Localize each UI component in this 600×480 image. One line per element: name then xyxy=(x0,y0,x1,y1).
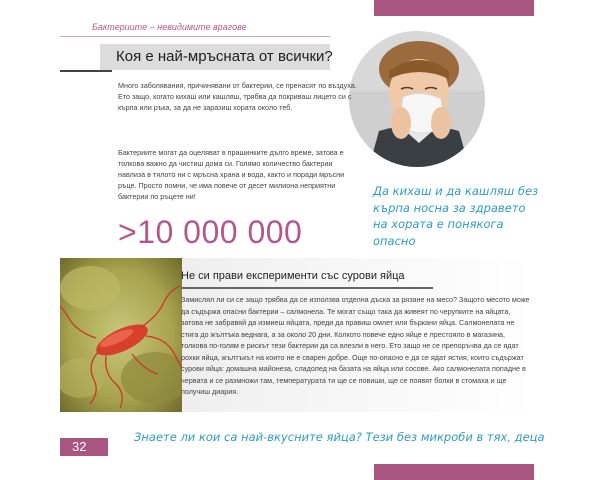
title-accent-line xyxy=(60,70,112,72)
salmonella-illustration xyxy=(60,258,182,412)
page-number: 32 xyxy=(72,439,87,454)
bottom-decorative-bar xyxy=(374,464,534,480)
page-title: Коя е най-мръсната от всички? xyxy=(116,48,333,65)
intro-paragraph: Много заболявания, причинявани от бактерии, се пренасят по въздуха. Ето защо, когато кихаш или кашляш, трябва да покриваш лицето си с кърпа или ръка, за да не заразиш хората около теб. xyxy=(118,81,357,112)
top-decorative-bar xyxy=(374,0,534,16)
bacteria-count-figure: >10 000 000 xyxy=(118,214,303,250)
fun-fact-note: Знаете ли кои са най-вкусните яйца? Тези без микроби в тях, деца xyxy=(134,430,545,444)
child-sneezing-photo xyxy=(349,31,485,167)
eggs-section-body: Замислял ли си се защо трябва да се използва отделна дъска за рязане на месо? Защото месото може да съдържа опасни бактерии – салмонела. Те могат също така да живеят по черупките на яйцата, затова не забравяй да измиеш яйцата, преди да правиш омлет или бъркани яйца. Салмонелата не стига до жълтъка веднага, а за около 20 дни. Колкото повече едно яйце е престояло в магазина, толкова по-голям е рискът тези бактерии да са влезли в него. Ето защо не се препоръчва да се ядат рохки яйца, жълтъкът на които не е сварен добре. Още по-опасно е да се ядат ястия, които съдържат сурови яйца: домашна майонеза, сладолед на базата на яйца или сосове. Ако салмонелата попадне в червата и се размножи там, температурата ти ще се повиши, ще се появят болки в стомаха и ще получиш диария. xyxy=(181,295,530,396)
eggs-section-underline xyxy=(181,287,433,289)
bacteria-paragraph: Бактериите могат да оцеляват в прашинките дълго време, затова е толкова важно да чистиш дома си. Голямо количество бактерии навлиза в тялото ни с мръсна храна и вода, както и поради мръсни ръце. Просто помни, че има повече от десет милиона неприятни бактерии по ръцете ни! xyxy=(118,148,345,201)
section-header-title: Бактериите – невидимите врагове xyxy=(92,22,247,32)
eggs-section-title: Не си прави експерименти със сурови яйца xyxy=(181,270,405,282)
header-divider xyxy=(60,36,330,37)
sneeze-warning-note: Да кихаш и да кашляш без кърпа носна за здравето на хората е понякога опасно xyxy=(373,184,539,248)
